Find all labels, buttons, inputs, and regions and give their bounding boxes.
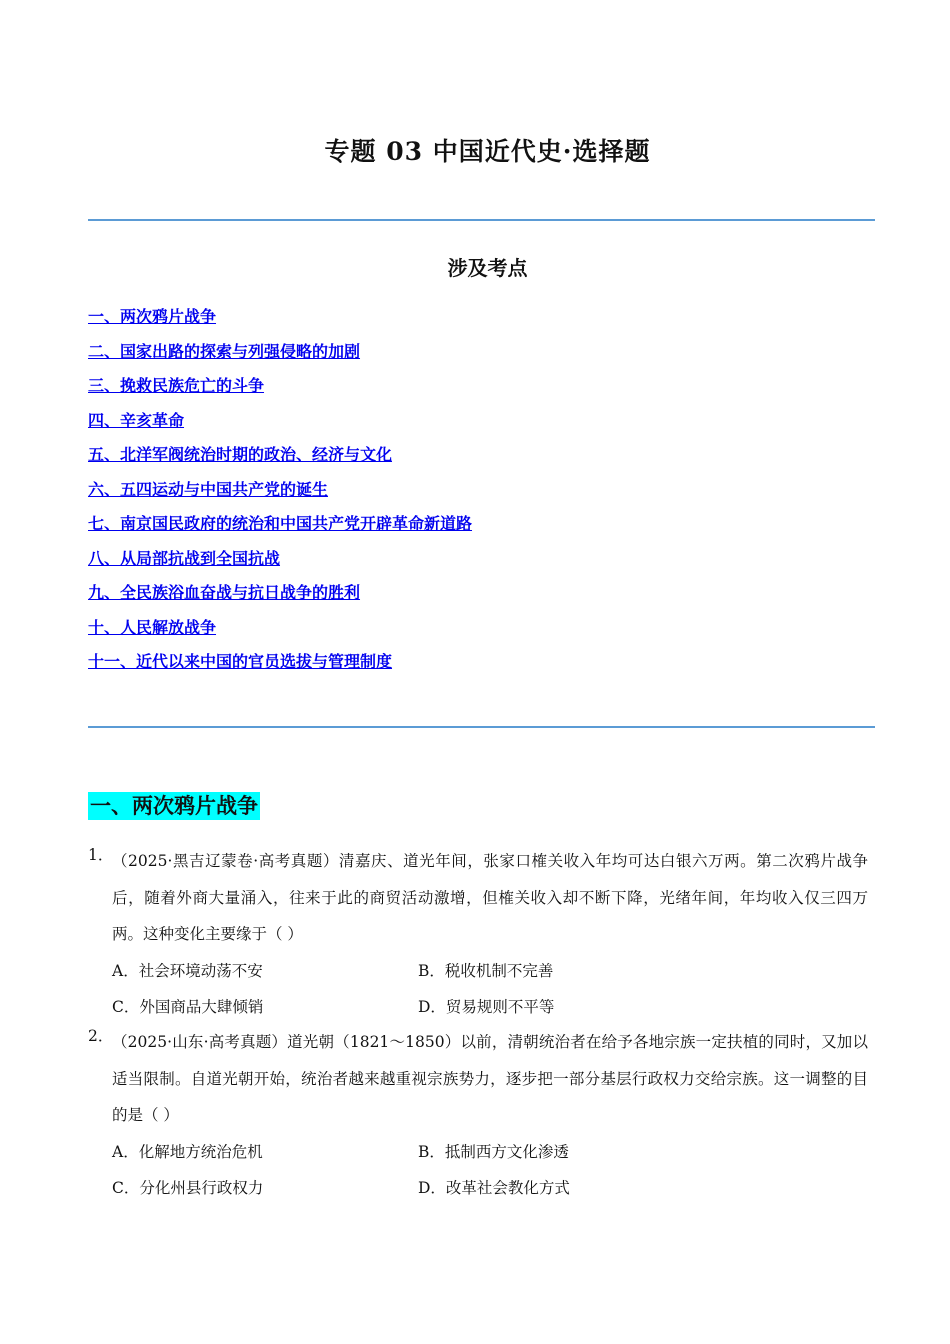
toc-link-9[interactable]: 九、全民族浴血奋战与抗日战争的胜利 [88, 583, 361, 602]
page-title: 专题 03 中国近代史·选择题 [324, 137, 651, 166]
option-c: C．外国商品大肆倾销 [112, 997, 264, 1016]
toc-link-10[interactable]: 十、人民解放战争 [88, 617, 217, 637]
toc-link-5[interactable]: 五、北洋军阀统治时期的政治、经济与文化 [88, 445, 393, 464]
toc-link-7[interactable]: 七、南京国民政府的统治和中国共产党开辟革命新道路 [88, 514, 473, 533]
toc-heading: 涉及考点 [447, 256, 528, 280]
question-number: 2． [88, 1027, 114, 1045]
question-stem: （2025·山东·高考真题）道光朝（1821～1850）以前，清朝统治者在给予各地宗族一定扶植的同时，又加以适当限制。自道光朝开始，统治者越来越重视宗族势力，逐步把一部分基层行政权力交给宗族。这一调整的目的是（ ） [112, 1033, 868, 1124]
option-b: B．抵制西方文化渗透 [418, 1142, 569, 1161]
answer-options [112, 953, 868, 1025]
question-2 [88, 1024, 868, 1206]
toc-link-8[interactable]: 八、从局部抗战到全国抗战 [88, 548, 281, 568]
top-divider [88, 219, 875, 221]
answer-options [112, 1134, 868, 1206]
option-a: A．化解地方统治危机 [112, 1142, 263, 1161]
bottom-divider [88, 726, 875, 728]
toc-link-1[interactable]: 一、两次鸦片战争 [88, 307, 217, 326]
option-d: D．贸易规则不平等 [418, 997, 555, 1016]
option-b: B．税收机制不完善 [418, 961, 554, 980]
option-c: C．分化州县行政权力 [112, 1178, 264, 1197]
toc-link-6[interactable]: 六、五四运动与中国共产党的诞生 [88, 479, 329, 499]
toc-link-3[interactable]: 三、挽救民族危亡的斗争 [88, 376, 265, 395]
option-d: D．改革社会教化方式 [418, 1178, 570, 1197]
question-1 [88, 843, 868, 1025]
question-stem: （2025·黑吉辽蒙卷·高考真题）清嘉庆、道光年间，张家口榷关收入年均可达白银六万两。第二次鸦片战争后，随着外商大量涌入，往来于此的商贸活动激增，但榷关收入却不断下降，光绪年间，年均收入仅三四万两。这种变化主要缘于（ ） [112, 852, 868, 943]
section-heading-opium-wars: 一、两次鸦片战争 [90, 794, 258, 818]
question-number: 1． [88, 846, 114, 864]
toc-link-11[interactable]: 十一、近代以来中国的官员选拔与管理制度 [88, 652, 393, 671]
toc-link-4[interactable]: 四、辛亥革命 [88, 410, 185, 430]
table-of-contents [88, 305, 472, 685]
toc-link-2[interactable]: 二、国家出路的探索与列强侵略的加剧 [88, 341, 361, 361]
option-a: A．社会环境动荡不安 [112, 961, 263, 980]
